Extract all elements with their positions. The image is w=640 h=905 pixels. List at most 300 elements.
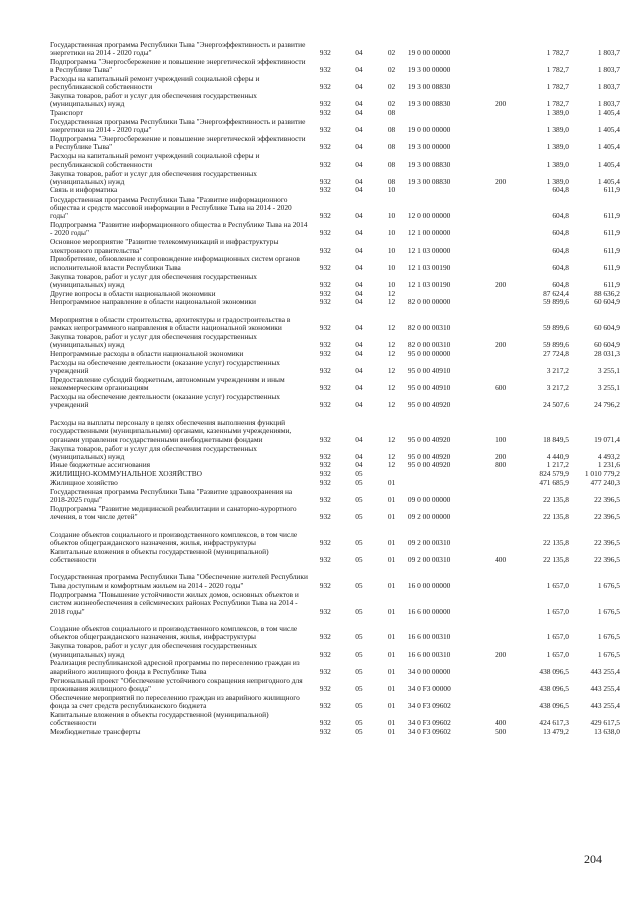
row-amount-year-1: 471 685,9	[539, 478, 569, 487]
table-row	[50, 238, 620, 255]
table-row	[50, 220, 620, 237]
row-ministry-code: 932	[319, 512, 331, 521]
table-row	[50, 564, 620, 590]
row-expense-type	[485, 57, 516, 74]
row-expense-type	[485, 521, 516, 547]
row-section: 04	[355, 349, 363, 358]
row-subsection: 12	[387, 297, 396, 307]
row-target-article: 16 6 00 00310	[407, 632, 451, 642]
row-amount-year-2: 22 396,5	[594, 512, 620, 521]
row-ministry-code: 932	[319, 666, 331, 676]
row-amount-year-1: 424 617,3	[539, 718, 569, 728]
table-row	[50, 521, 620, 547]
row-subsection: 01	[387, 606, 396, 616]
row-amount-year-1: 59 899,6	[543, 322, 569, 332]
row-subsection: 01	[387, 727, 396, 736]
row-name: Подпрограмма "Энергосбережение и повышение энергетической эффективности в Республике Тыва"	[50, 57, 306, 75]
table-row	[50, 306, 620, 332]
row-target-article: 34 0 F3 09602	[407, 727, 451, 736]
row-name: Расходы на обеспечение деятельности (оказание услуг) государственных учреждений	[50, 392, 281, 410]
row-ministry-code: 932	[319, 82, 331, 92]
row-amount-year-2: 1 405,4	[597, 176, 620, 186]
table-row	[50, 676, 620, 693]
row-amount-year-1: 27 724,8	[543, 349, 569, 358]
row-expense-type	[485, 135, 516, 152]
row-amount-year-2: 1 405,4	[597, 142, 620, 152]
row-amount-year-1: 22 135,8	[543, 554, 569, 564]
row-section: 04	[355, 65, 363, 75]
table-row	[50, 487, 620, 504]
row-amount-year-1: 18 849,5	[543, 434, 569, 444]
row-name: Расходы на капитальный ремонт учреждений социальной сферы и республиканской собственности	[50, 74, 260, 92]
row-target-article: 12 1 03 00190	[407, 279, 451, 289]
row-amount-year-2: 429 617,5	[590, 718, 620, 728]
row-section: 04	[355, 47, 363, 57]
row-ministry-code: 932	[319, 383, 331, 393]
row-amount-year-2: 1 405,4	[597, 108, 620, 118]
row-subsection: 01	[387, 649, 396, 659]
row-section: 04	[355, 461, 363, 470]
row-amount-year-2: 611,9	[603, 279, 620, 289]
row-section: 04	[355, 289, 363, 298]
row-amount-year-2: 24 796,2	[594, 400, 620, 410]
row-section: 04	[355, 262, 363, 272]
table-row	[50, 728, 620, 737]
row-expense-type	[485, 358, 516, 375]
row-ministry-code: 932	[319, 494, 331, 504]
row-section: 05	[355, 649, 363, 659]
row-expense-type	[485, 109, 516, 118]
row-name: Транспорт	[50, 108, 83, 118]
row-target-article: 95 0 00 40920	[407, 451, 451, 461]
row-name: Обеспечение мероприятий по переселению граждан из аварийного жилищного фонда за счет средств республиканского бюджета	[50, 693, 300, 711]
row-section: 05	[355, 683, 363, 693]
row-ministry-code: 932	[319, 322, 331, 332]
row-target-article: 95 0 00 40920	[407, 400, 451, 410]
row-amount-year-2: 13 638,0	[594, 727, 620, 736]
row-expense-type	[485, 195, 516, 221]
row-subsection: 10	[387, 279, 396, 289]
row-name: Основное мероприятие "Развитие телекоммуникаций и инфраструктуры электронного правительства"	[50, 237, 279, 255]
row-amount-year-1: 1 657,0	[546, 632, 569, 642]
table-row	[50, 410, 620, 444]
row-amount-year-2: 1 803,7	[597, 65, 620, 75]
row-ministry-code: 932	[319, 537, 331, 547]
row-ministry-code: 932	[319, 125, 331, 135]
row-name: Межбюджетные трансферты	[50, 727, 141, 736]
row-amount-year-2: 60 604,9	[594, 340, 620, 350]
row-amount-year-1: 604,8	[552, 186, 569, 195]
table-row	[50, 152, 620, 169]
table-row	[50, 710, 620, 727]
row-amount-year-1: 1 657,0	[546, 580, 569, 590]
row-ministry-code: 932	[319, 365, 331, 375]
row-expense-type	[485, 659, 516, 676]
row-amount-year-2: 443 255,4	[590, 701, 620, 711]
row-subsection: 08	[387, 108, 396, 118]
budget-table	[50, 40, 620, 736]
row-target-article	[408, 478, 485, 487]
row-name: Расходы на капитальный ремонт учреждений социальной сферы и республиканской собственности	[50, 151, 260, 169]
row-ministry-code: 932	[319, 186, 331, 195]
row-section: 04	[355, 125, 363, 135]
table-row	[50, 117, 620, 134]
row-section: 05	[355, 478, 363, 487]
row-section: 05	[355, 554, 363, 564]
row-target-article	[408, 109, 485, 118]
row-amount-year-2: 22 396,5	[594, 494, 620, 504]
row-expense-type	[485, 186, 516, 195]
row-target-article: 16 6 00 00000	[407, 606, 451, 616]
row-amount-year-1: 1 657,0	[546, 649, 569, 659]
table-row	[50, 444, 620, 461]
row-name: Региональный проект "Обеспечение устойчивого сокращения непригодного для проживания жилищного фонда"	[50, 676, 303, 693]
row-subsection: 02	[387, 65, 396, 75]
row-target-article: 95 0 00 40910	[407, 365, 451, 375]
row-name: Закупка товаров, работ и услуг для обеспечения государственных (муниципальных) нужд	[50, 91, 257, 109]
row-ministry-code: 932	[319, 108, 331, 118]
row-name: Жилищное хозяйство	[50, 478, 118, 487]
row-amount-year-2: 1 676,5	[597, 649, 620, 659]
row-section: 04	[355, 108, 363, 118]
row-amount-year-2: 22 396,5	[594, 537, 620, 547]
row-name: Иные бюджетные ассигнования	[50, 461, 151, 470]
row-expense-type	[485, 117, 516, 134]
row-amount-year-1: 604,8	[552, 279, 569, 289]
row-expense-type	[485, 487, 516, 504]
row-subsection: 01	[387, 554, 396, 564]
table-row	[50, 74, 620, 91]
row-ministry-code: 932	[319, 683, 331, 693]
row-ministry-code: 932	[319, 262, 331, 272]
row-section: 05	[355, 580, 363, 590]
row-expense-type	[485, 152, 516, 169]
row-amount-year-1: 1 782,7	[546, 99, 569, 109]
row-amount-year-2: 1 010 779,2	[584, 469, 620, 479]
row-ministry-code: 932	[319, 349, 331, 358]
row-subsection: 02	[387, 82, 396, 92]
row-amount-year-2: 4 493,2	[597, 451, 620, 461]
row-amount-year-1: 1 389,0	[546, 159, 569, 169]
row-section: 04	[355, 340, 363, 350]
row-expense-type	[485, 478, 516, 487]
budget-table-body	[50, 40, 620, 736]
row-amount-year-1: 438 096,5	[539, 701, 569, 711]
row-expense-type	[485, 74, 516, 91]
row-section: 05	[355, 512, 363, 521]
row-amount-year-1: 22 135,8	[543, 537, 569, 547]
row-amount-year-1: 604,8	[552, 245, 569, 255]
row-target-article: 82 0 00 00310	[407, 340, 451, 350]
row-name: Создание объектов социального и производственного комплексов, в том числе объектов общегражданского назначения, жилья, инфраструктуры	[50, 624, 298, 642]
row-target-article: 34 0 00 00000	[407, 666, 451, 676]
row-amount-year-1: 22 135,8	[543, 512, 569, 521]
row-name: Государственная программа Республики Тыва "Обеспечение жителей Республики Тыва доступным и комфортным жильем на 2014 - 2020 годы"	[50, 572, 308, 590]
row-expense-type	[485, 238, 516, 255]
row-subsection: 01	[387, 478, 396, 487]
row-section: 04	[355, 400, 363, 410]
row-ministry-code: 932	[319, 228, 331, 238]
row-amount-year-2: 1 676,5	[597, 580, 620, 590]
row-name: Расходы на обеспечение деятельности (оказание услуг) государственных учреждений	[50, 358, 281, 375]
row-name: Подпрограмма "Развитие информационного общества в Республике Тыва на 2014 - 2020 годы"	[50, 220, 308, 238]
row-target-article: 19 0 00 00000	[407, 125, 451, 135]
row-name: Подпрограмма "Развитие медицинской реабилитации и санаторно-курортного лечения, в том числе детей"	[50, 504, 297, 521]
row-name: Приобретение, обновление и сопровождение информационных систем органов исполнительной власти Республики Тыва	[50, 254, 300, 272]
row-name: Реализация республиканской адресной программы по переселению граждан из аварийного жилищного фонда в Республике Тыва	[50, 658, 300, 676]
row-section: 04	[355, 82, 363, 92]
row-amount-year-2: 22 396,5	[594, 554, 620, 564]
row-section: 05	[355, 537, 363, 547]
row-ministry-code: 932	[319, 701, 331, 711]
row-amount-year-2: 1 676,5	[597, 632, 620, 642]
row-subsection: 12	[387, 434, 396, 444]
row-amount-year-1: 4 440,9	[546, 451, 569, 461]
row-expense-type	[485, 693, 516, 710]
row-amount-year-1: 22 135,8	[543, 494, 569, 504]
row-amount-year-1: 604,8	[552, 262, 569, 272]
row-section: 04	[355, 245, 363, 255]
row-section: 04	[355, 142, 363, 152]
row-ministry-code: 932	[319, 606, 331, 616]
row-subsection: 12	[387, 461, 396, 470]
row-amount-year-2: 1 231,6	[597, 461, 620, 470]
row-name: Закупка товаров, работ и услуг для обеспечения государственных (муниципальных) нужд	[50, 168, 257, 186]
row-target-article: 16 0 00 00000	[407, 580, 451, 590]
row-target-article: 19 0 00 00000	[407, 47, 451, 57]
row-amount-year-2: 1 676,5	[597, 606, 620, 616]
row-subsection: 01	[387, 701, 396, 711]
row-amount-year-2: 1 405,4	[597, 125, 620, 135]
row-amount-year-1: 24 507,6	[543, 400, 569, 410]
row-target-article: 19 3 00 08830	[407, 99, 451, 109]
row-ministry-code: 932	[319, 340, 331, 350]
row-name: Капитальные вложения в объекты государственной (муниципальной) собственности	[50, 547, 269, 564]
row-amount-year-1: 1 389,0	[546, 125, 569, 135]
row-expense-type: 200	[495, 451, 507, 461]
row-ministry-code: 932	[319, 289, 331, 298]
row-amount-year-1: 1 782,7	[546, 47, 569, 57]
page-number: 204	[584, 852, 602, 866]
table-row	[50, 169, 620, 186]
table-row	[50, 40, 620, 57]
row-target-article: 19 3 00 08830	[407, 159, 451, 169]
table-row	[50, 358, 620, 375]
row-amount-year-2: 1 803,7	[597, 82, 620, 92]
row-subsection: 10	[387, 186, 396, 195]
row-subsection: 12	[387, 383, 396, 393]
row-target-article: 12 0 00 00000	[407, 211, 451, 221]
row-name: Непрограммные расходы в области национальной экономики	[50, 349, 244, 358]
table-row	[50, 659, 620, 676]
row-ministry-code: 932	[319, 47, 331, 57]
row-amount-year-1: 438 096,5	[539, 666, 569, 676]
row-name: Капитальные вложения в объекты государственной (муниципальной) собственности	[50, 710, 269, 728]
row-subsection: 12	[387, 365, 396, 375]
row-subsection: 12	[387, 400, 396, 410]
row-ministry-code: 932	[319, 461, 331, 470]
row-name: Подпрограмма "Повышение устойчивости жилых домов, основных объектов и систем жизнеобеспечения в сейсмических районах Республики Тыва на 2014 - 2018 годы"	[50, 590, 299, 616]
table-row	[50, 590, 620, 616]
row-section: 04	[355, 451, 363, 461]
row-subsection: 02	[387, 99, 396, 109]
row-subsection: 01	[387, 580, 396, 590]
row-expense-type	[485, 504, 516, 521]
row-expense-type	[485, 392, 516, 409]
table-row	[50, 375, 620, 392]
row-subsection: 01	[387, 537, 396, 547]
row-name: Государственная программа Республики Тыва "Развитие здравоохранения на 2018-2025 годы"	[50, 486, 293, 504]
row-ministry-code: 932	[319, 159, 331, 169]
table-row	[50, 349, 620, 358]
row-expense-type: 100	[495, 434, 507, 444]
row-amount-year-1: 3 217,2	[546, 383, 569, 393]
row-amount-year-1: 59 899,6	[543, 340, 569, 350]
row-section: 04	[355, 297, 363, 307]
row-subsection: 12	[387, 451, 396, 461]
row-amount-year-1: 604,8	[552, 228, 569, 238]
row-amount-year-2: 3 255,1	[597, 383, 620, 393]
row-expense-type	[485, 676, 516, 693]
row-amount-year-1: 438 096,5	[539, 683, 569, 693]
row-name: Государственная программа Республики Тыва "Энергоэффективность и развитие энергетики на 2014 - 2020 годы"	[50, 117, 306, 135]
row-section: 05	[355, 469, 363, 479]
table-row	[50, 642, 620, 659]
row-amount-year-2: 477 240,3	[590, 478, 620, 487]
table-row	[50, 289, 620, 298]
row-ministry-code: 932	[319, 65, 331, 75]
row-section: 04	[355, 99, 363, 109]
row-subsection: 01	[387, 494, 396, 504]
row-target-article: 19 3 00 00000	[407, 65, 451, 75]
row-target-article: 34 0 F3 00000	[407, 683, 451, 693]
row-section: 04	[355, 322, 363, 332]
row-subsection: 02	[387, 47, 396, 57]
row-name: Расходы на выплаты персоналу в целях обеспечения выполнения функций государственными (муниципальными) органами, казенными учреждениями, органами управления государственными внебюджетными фондами	[50, 418, 292, 444]
row-subsection: 01	[387, 718, 396, 728]
row-section: 05	[355, 701, 363, 711]
table-row	[50, 478, 620, 487]
row-amount-year-2: 1 803,7	[597, 47, 620, 57]
row-expense-type	[485, 564, 516, 590]
table-row	[50, 109, 620, 118]
row-name: Мероприятия в области строительства, архитектуры и градостроительства в рамках непрограммного направления в области национальной экономики	[50, 314, 291, 332]
row-expense-type	[485, 220, 516, 237]
row-ministry-code: 932	[319, 727, 331, 736]
row-ministry-code: 932	[319, 649, 331, 659]
row-amount-year-2: 611,9	[603, 262, 620, 272]
row-ministry-code: 932	[319, 99, 331, 109]
row-section: 05	[355, 606, 363, 616]
row-expense-type: 500	[495, 727, 507, 736]
row-section: 04	[355, 434, 363, 444]
row-amount-year-2: 88 636,2	[594, 289, 620, 298]
row-target-article: 09 2 00 00000	[407, 512, 451, 521]
row-section: 05	[355, 718, 363, 728]
row-ministry-code: 932	[319, 245, 331, 255]
row-expense-type	[485, 349, 516, 358]
table-row	[50, 186, 620, 195]
row-name: Закупка товаров, работ и услуг для обеспечения государственных (муниципальных) нужд	[50, 443, 257, 461]
row-section: 04	[355, 211, 363, 221]
row-amount-year-1: 1 657,0	[546, 606, 569, 616]
row-ministry-code: 932	[319, 176, 331, 186]
row-target-article: 95 0 00 40920	[407, 434, 451, 444]
row-subsection: 12	[387, 322, 396, 332]
row-ministry-code: 932	[319, 718, 331, 728]
row-ministry-code: 932	[319, 142, 331, 152]
row-amount-year-1: 3 217,2	[546, 365, 569, 375]
row-expense-type: 400	[495, 554, 507, 564]
table-row	[50, 57, 620, 74]
table-row	[50, 332, 620, 349]
row-ministry-code: 932	[319, 297, 331, 307]
row-subsection: 10	[387, 211, 396, 221]
row-target-article: 19 3 00 08830	[407, 176, 451, 186]
row-name: Закупка товаров, работ и услуг для обеспечения государственных (муниципальных) нужд	[50, 641, 257, 659]
row-amount-year-1: 1 389,0	[546, 142, 569, 152]
row-subsection: 08	[387, 142, 396, 152]
table-row	[50, 693, 620, 710]
row-section: 04	[355, 365, 363, 375]
table-row	[50, 255, 620, 272]
row-amount-year-1: 1 217,2	[546, 461, 569, 470]
row-amount-year-2: 611,9	[603, 211, 620, 221]
row-section: 04	[355, 176, 363, 186]
row-name: Связь и информатика	[50, 186, 118, 195]
table-row	[50, 461, 620, 470]
row-expense-type: 200	[495, 649, 507, 659]
row-name: Другие вопросы в области национальной экономики	[50, 289, 216, 298]
row-target-article: 12 1 03 00190	[407, 262, 451, 272]
row-subsection: 08	[387, 125, 396, 135]
row-ministry-code: 932	[319, 400, 331, 410]
row-expense-type	[485, 289, 516, 298]
row-target-article: 09 0 00 00000	[407, 494, 451, 504]
row-amount-year-1: 13 479,2	[543, 727, 569, 736]
row-target-article: 19 3 00 00000	[407, 142, 451, 152]
row-subsection: 01	[387, 683, 396, 693]
row-section: 04	[355, 228, 363, 238]
table-row	[50, 195, 620, 221]
row-amount-year-2: 28 031,3	[594, 349, 620, 358]
row-amount-year-2: 443 255,4	[590, 683, 620, 693]
row-section: 05	[355, 727, 363, 736]
row-name: Государственная программа Республики Тыва "Развитие информационного общества и средств массовой информации в Республике Тыва на 2014 - 2020 годы"	[50, 194, 292, 221]
row-amount-year-1: 1 389,0	[546, 176, 569, 186]
row-ministry-code: 932	[319, 279, 331, 289]
row-expense-type: 400	[495, 718, 507, 728]
row-expense-type	[485, 470, 516, 479]
table-row	[50, 272, 620, 289]
row-ministry-code: 932	[319, 211, 331, 221]
row-expense-type	[485, 616, 516, 642]
row-target-article: 82 0 00 00000	[407, 297, 451, 307]
table-row	[50, 92, 620, 109]
row-subsection: 12	[387, 349, 396, 358]
row-subsection: 12	[387, 289, 396, 298]
table-row	[50, 616, 620, 642]
row-subsection: 01	[387, 512, 396, 521]
row-subsection: 08	[387, 176, 396, 186]
row-target-article: 19 3 00 08830	[407, 82, 451, 92]
row-section: 04	[355, 279, 363, 289]
row-target-article: 34 0 F3 09602	[407, 718, 451, 728]
row-section: 04	[355, 159, 363, 169]
row-target-article	[408, 470, 485, 479]
row-target-article: 95 0 00 40920	[407, 461, 451, 470]
row-target-article	[408, 186, 485, 195]
